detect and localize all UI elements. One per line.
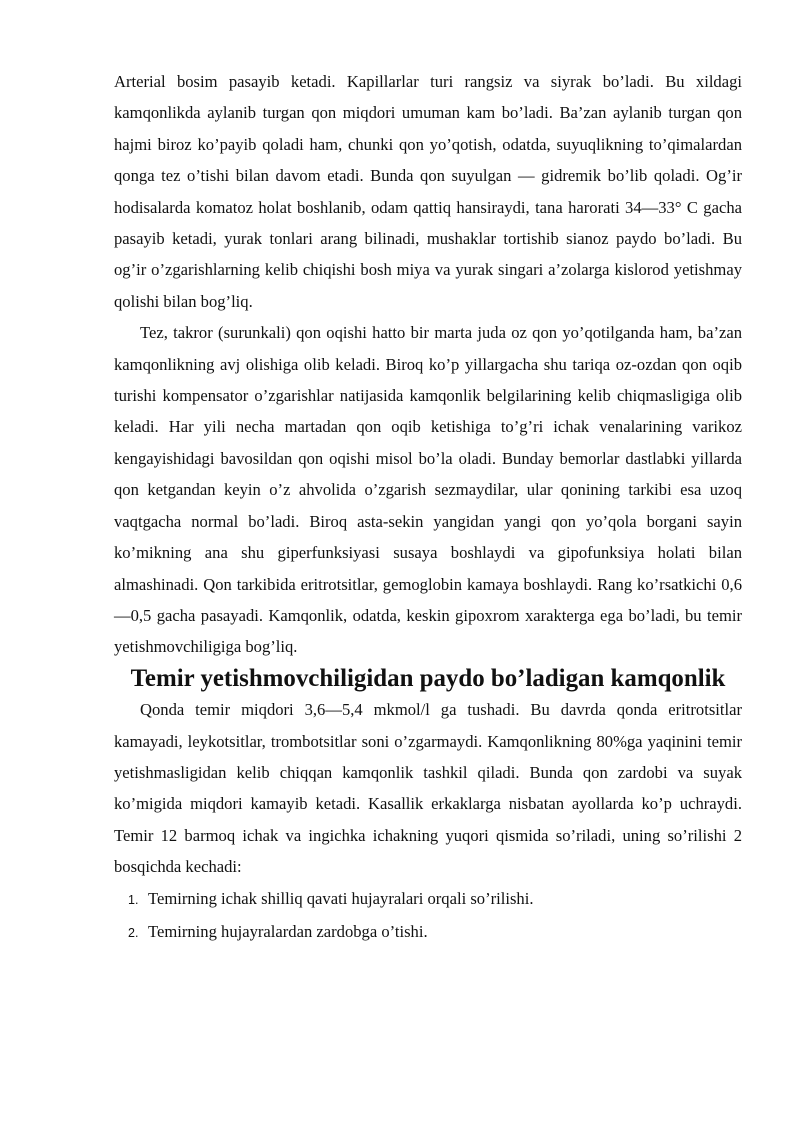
absorption-stages-list xyxy=(114,883,742,950)
paragraph-chronic-bleeding: Tez, takror (surunkali) qon oqishi hatto bir marta juda oz qon yo’qotilganda ham, ba’zan kamqonlikning avj olishiga olib keladi. Biroq ko’p yillargacha shu tariqa oz-ozdan qon oqib turishi kompensator o’zgarishlar natijasida kamqonlik belgilarining kelib chiqmasligiga olib keladi. Har yili necha martadan qon oqib ketishiga to’g’ri ichak venalarining varikoz kengayishidagi bavosildan qon oqishi misol bo’la oladi. Bunday bemorlar dastlabki yillarda qon ketgandan keyin o’z ahvolida o’zgarish sezmaydilar, ular qonining tarkibi esa uzoq vaqtgacha normal bo’ladi. Biroq asta-sekin yangidan yangi qon yo’qola borgani sayin ko’mikning ana shu giperfunksiyasi susaya boshlaydi va gipofunksiya holati bilan almashinadi. Qon tarkibida eritrotsitlar, gemoglobin kamaya boshlaydi. Rang ko’rsatkichi 0,6—0,5 gacha pasayadi. Kamqonlik, odatda, keskin gipoxrom xarakterga ega bo’ladi, bu temir yetishmovchiligiga bog’liq. xyxy=(114,323,742,657)
list-item xyxy=(114,883,742,916)
paragraph-iron-deficiency: Qonda temir miqdori 3,6—5,4 mkmol/l ga tushadi. Bu davrda qonda eritrotsitlar kamayadi, leykotsitlar, trombotsitlar soni o’zgarmaydi. Kamqonlikning 80%ga yaqinini temir yetishmasligidan kelib chiqqan kamqonlik tashkil qiladi. Bunda qon zardobi va suyak ko’migida miqdori kamayib ketadi. Kasallik erkaklarga nisbatan ayollarda ko’p uchraydi. Temir 12 barmoq ichak va ingichka ichakning yuqori qismida so’riladi, uning so’rilishi 2 bosqichda kechadi: xyxy=(114,700,742,877)
list-item-text: Temirning hujayralardan zardobga o’tishi. xyxy=(148,921,428,941)
list-item-text: Temirning ichak shilliq qavati hujayralari orqali so’rilishi. xyxy=(148,888,534,908)
section-heading: Temir yetishmovchiligidan paydo bo’ladigan kamqonlik xyxy=(130,664,726,692)
list-number: 2. xyxy=(128,925,139,940)
paragraph-arterial-pressure: Arterial bosim pasayib ketadi. Kapillarlar turi rangsiz va siyrak bo’ladi. Bu xildagi kamqonlikda aylanib turgan qon miqdori umuman kam bo’ladi. Ba’zan aylanib turgan qon hajmi biroz ko’payib qoladi ham, chunki qon yo’qotish, odatda, suyuqlikning to’qimalardan qonga tez o’tishi bilan davom etadi. Bunda qon suyulgan — gidremik bo’lib qoladi. Og’ir hodisalarda komatoz holat boshlanib, odam qattiq hansiraydi, tana harorati 34—33° C gacha pasayib ketadi, yurak tonlari arang bilinadi, mushaklar tortishib sianoz paydo bo’ladi. Bu og’ir o’zgarishlarning kelib chiqishi bosh miya va yurak singari a’zolarga kislorod yetishmay qolishi bilan bog’liq. xyxy=(114,72,742,311)
document-page xyxy=(114,66,742,949)
list-number: 1. xyxy=(128,892,139,907)
list-item xyxy=(114,916,742,949)
